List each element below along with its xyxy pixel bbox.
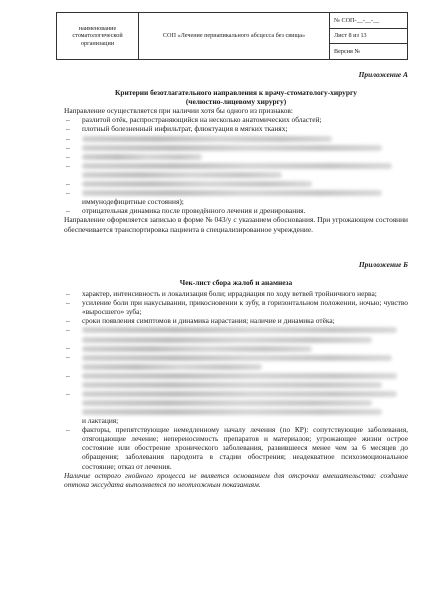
sop-number: № СОП-__-__-__ bbox=[330, 13, 407, 29]
appendix-b-checklist bbox=[64, 289, 408, 471]
list-item: – характер, интенсивность и локализация боли; иррадиация по ходу ветвей тройничного нерва; bbox=[64, 289, 408, 298]
list-item-redacted bbox=[64, 152, 408, 161]
sheet-number: Лист 8 из 13 bbox=[330, 29, 407, 45]
list-item: – отрицательная динамика после проведённого лечения и дренирования. bbox=[64, 206, 408, 215]
appendix-b-title: Чек-лист сбора жалоб и анамнеза bbox=[179, 277, 293, 287]
list-item-redacted bbox=[64, 134, 408, 143]
list-item-redacted bbox=[64, 179, 408, 188]
list-item: – факторы, препятствующие немедленному началу лечения (по КР): сопутствующие заболевания, отягощающие лечение; непереносимость препаратов и материалов; угрожающее жизни острое состояние или обострение хронического заболевания, развившееся менее чем за 6 месяцев до обращения; заболевания пародонта в стадии обострения; неадекватное психоэмоциональное состояние; отказ от лечения. bbox=[64, 425, 408, 470]
appendix-a-title-line1: Критерии безотлагательного направления к врачу-стоматологу-хирургу bbox=[115, 88, 357, 98]
list-item-redacted bbox=[64, 352, 408, 370]
list-item-redacted bbox=[64, 188, 408, 206]
appendix-b-final-note: Наличие острого гнойного процесса не является основанием для отсрочки вмешательства: создание оттока экссудата выполняется по неотложным показаниям. bbox=[64, 470, 408, 489]
appendix-a-criteria-list bbox=[64, 115, 408, 215]
list-item: – сроки появления симптомов и динамика нарастания; наличие и динамика отёка; bbox=[64, 316, 408, 325]
list-item-redacted bbox=[64, 371, 408, 389]
list-item-tail: и лактация; bbox=[82, 416, 119, 426]
version-number: Версия № bbox=[334, 47, 361, 55]
list-item: – плотный болезненный инфильтрат, флюктуация в мягких тканях; bbox=[64, 124, 408, 133]
appendix-a-title-line2: (челюстно-лицевому хирургу) bbox=[185, 97, 287, 107]
appendix-a-note: Направление оформляется записью в форме № 043/у с указанием обоснования. При угрожающем состоянии обеспечивается транспортировка пациента в специализированное учреждение. bbox=[64, 215, 408, 234]
list-item: – разлитой отёк, распространяющийся на несколько анатомических областей; bbox=[64, 115, 408, 124]
list-item: – усиление боли при накусывании, прикосновении к зубу, в горизонтальном положении, ночью; чувство «выросшего» зуба; bbox=[64, 298, 408, 316]
appendix-a-label: Приложение А bbox=[358, 70, 408, 79]
sop-meta-cell bbox=[330, 13, 407, 59]
appendix-a-intro: Направление осуществляется при наличии хотя бы одного из признаков: bbox=[64, 106, 293, 116]
list-item-tail: иммунодефицитные состояния); bbox=[82, 197, 184, 207]
list-item-redacted bbox=[64, 325, 408, 343]
list-item-redacted bbox=[64, 343, 408, 352]
list-item-redacted bbox=[64, 389, 408, 425]
org-name-cell: наименование стоматологической организации bbox=[57, 13, 139, 59]
appendix-b-label: Приложение Б bbox=[358, 259, 408, 269]
sop-title-cell: СОП «Лечение периапикального абсцесса без свища» bbox=[139, 13, 330, 59]
list-item-redacted bbox=[64, 143, 408, 152]
header-table bbox=[56, 12, 408, 60]
list-item-redacted bbox=[64, 161, 408, 179]
document-body bbox=[64, 70, 408, 489]
